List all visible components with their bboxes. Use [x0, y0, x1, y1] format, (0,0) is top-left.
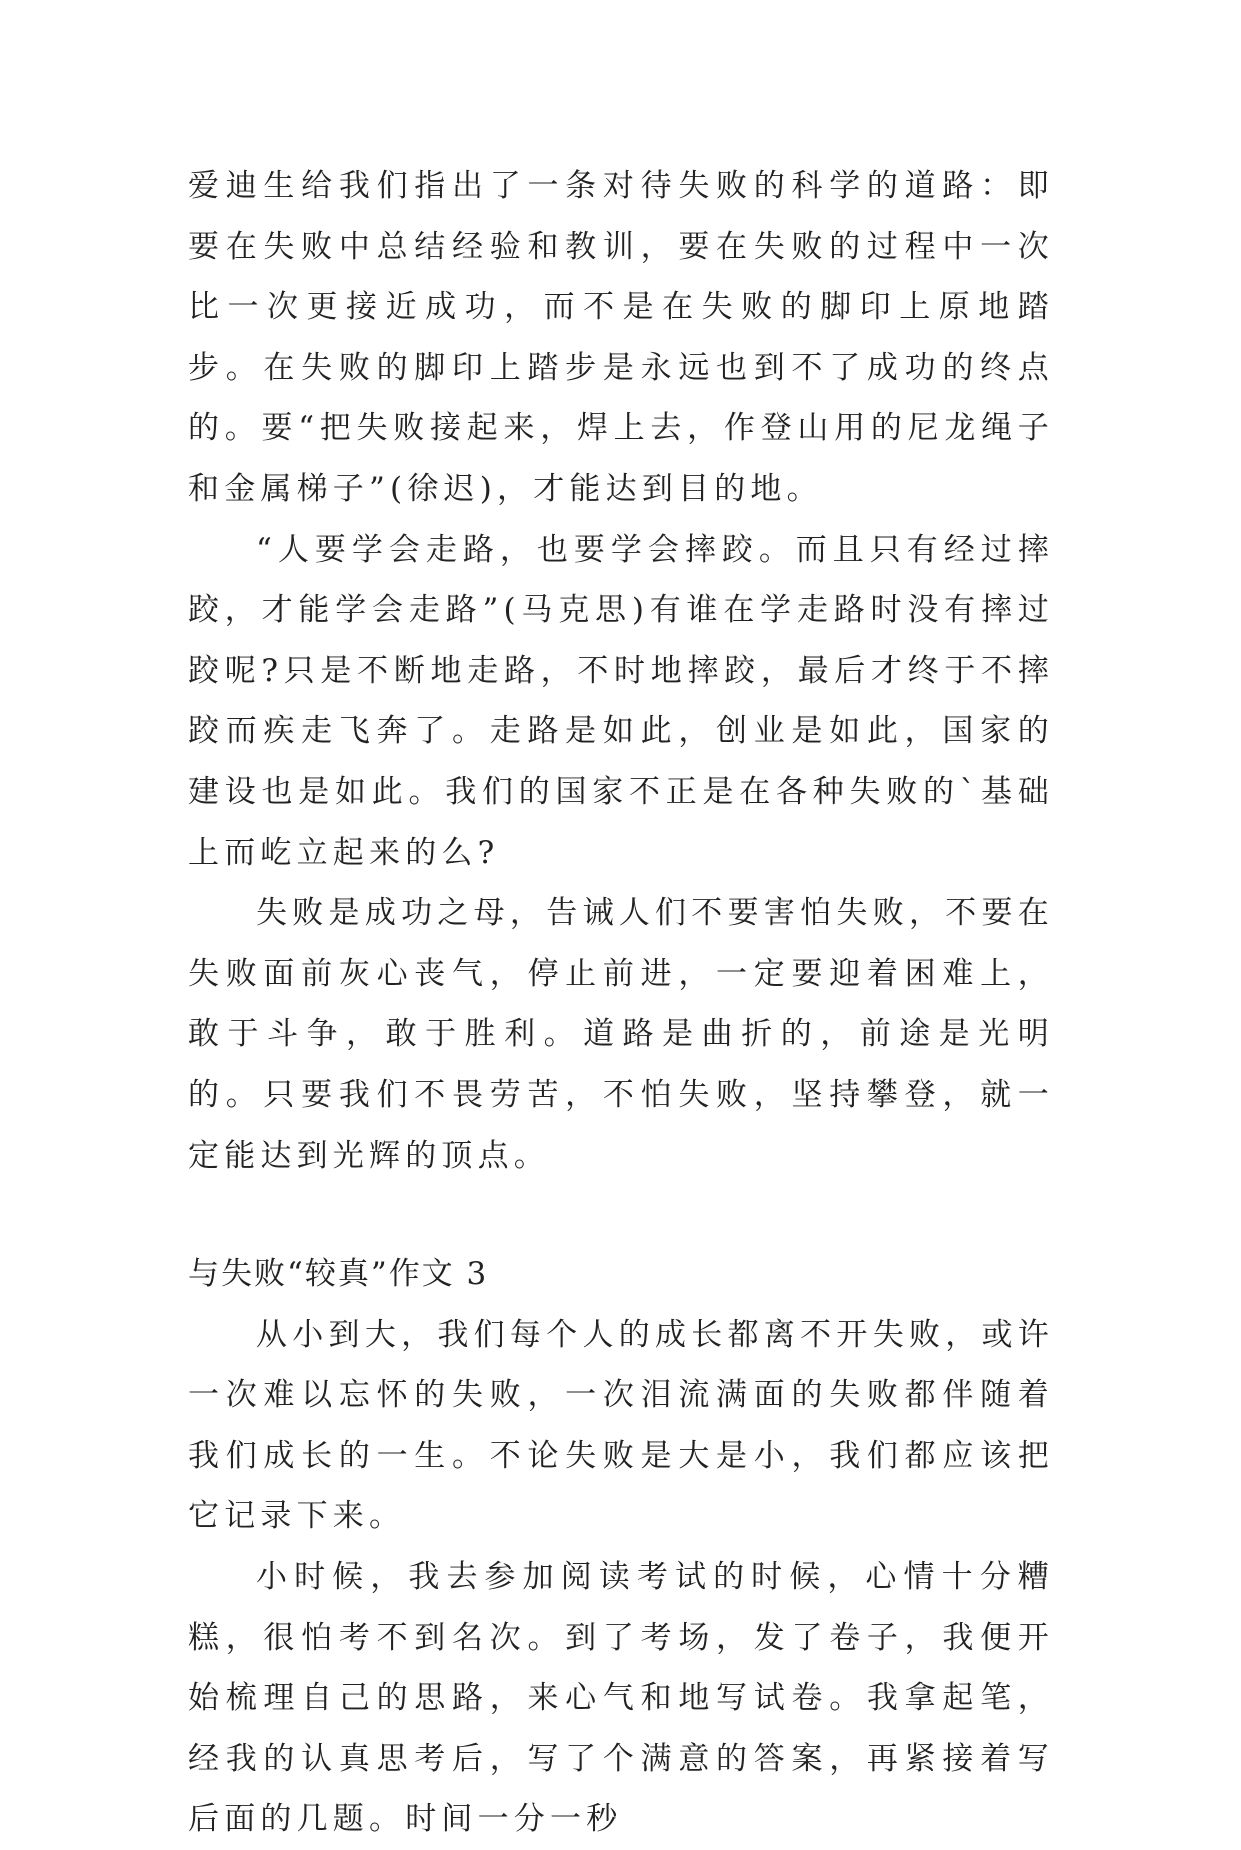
paragraph-reading-exam: 小时候，我去参加阅读考试的时候，心情十分糟糕，很怕考不到名次。到了考场，发了卷子，我便开始梳理自己的思路，来心气和地写试卷。我拿起笔，经我的认真思考后，写了个满意的答案，再紧接着写后面的几题。时间一分一秒 [188, 1559, 1054, 1838]
paragraph-walking-falling: “人要学会走路，也要学会摔跤。而且只有经过摔跤，才能学会走路”(马克思)有谁在学走路时没有摔过跤呢?只是不断地走路，不时地摔跤，最后才终于不摔跤而疾走飞奔了。走路是如此，创业是如此，国家的建设也是如此。我们的国家不正是在各种失败的`基础上而屹立起来的么? [188, 531, 1054, 871]
paragraph-growing-up: 从小到大，我们每个人的成长都离不开失败，或许一次难以忘怀的失败，一次泪流满面的失败都伴随着我们成长的一生。不论失败是大是小，我们都应该把它记录下来。 [188, 1316, 1054, 1535]
section-spacer [188, 1186, 1054, 1244]
paragraph-failure-mother-of-success: 失败是成功之母，告诫人们不要害怕失败，不要在失败面前灰心丧气，停止前进，一定要迎着困难上，敢于斗争，敢于胜利。道路是曲折的，前途是光明的。只要我们不畏劳苦，不怕失败，坚持攀登，就一定能达到光辉的顶点。 [188, 895, 1054, 1174]
section-title: 与失败“较真”作文 3 [188, 1256, 489, 1293]
document-body [188, 156, 1054, 1850]
paragraph-edison: 爱迪生给我们指出了一条对待失败的科学的道路：即要在失败中总结经验和教训，要在失败的过程中一次比一次更接近成功，而不是在失败的脚印上原地踏步。在失败的脚印上踏步是永远也到不了成功的终点的。要“把失败接起来，焊上去，作登山用的尼龙绳子和金属梯子”(徐迟)，才能达到目的地。 [188, 168, 1054, 507]
